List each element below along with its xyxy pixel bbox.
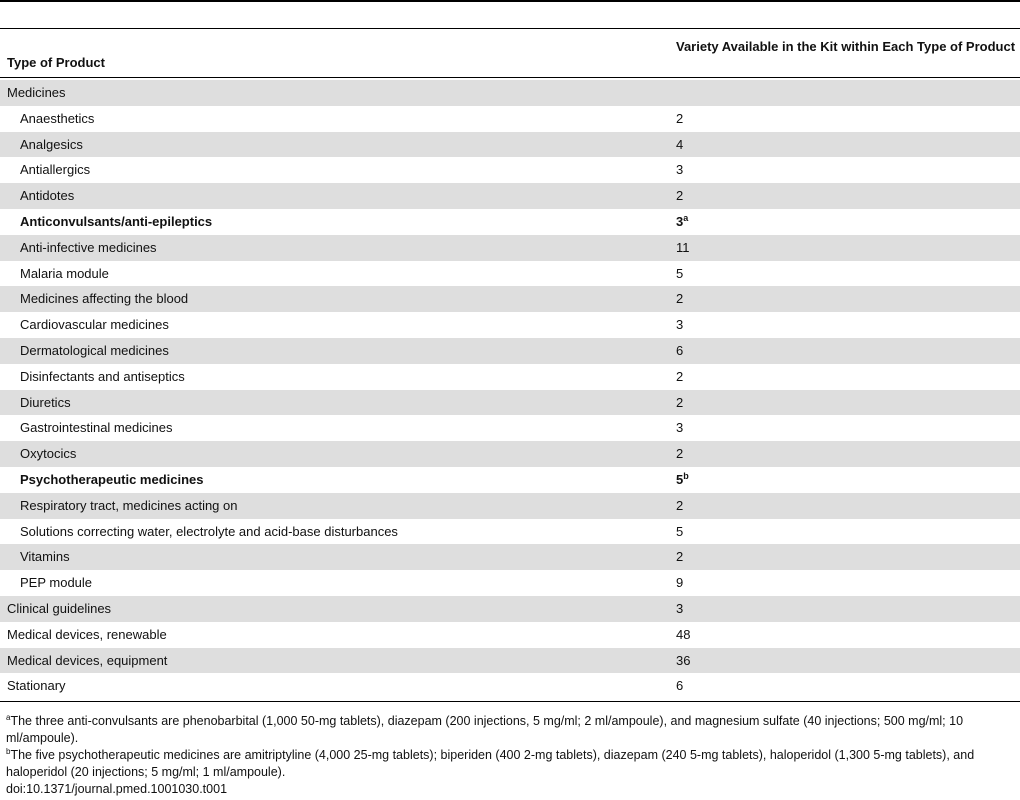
row-value-number: 2 <box>676 188 684 204</box>
row-value <box>676 524 683 539</box>
row-label: Medical devices, renewable <box>7 626 167 642</box>
row-label: Clinical guidelines <box>7 600 112 616</box>
table-row <box>0 235 1020 261</box>
row-label: Antidotes <box>20 188 75 204</box>
row-label: Stationary <box>7 678 66 694</box>
row-label: Oxytocics <box>20 446 77 462</box>
doi: doi:10.1371/journal.pmed.1001030.t001 <box>6 782 228 796</box>
table-row <box>0 286 1020 312</box>
row-value <box>676 472 689 487</box>
row-label: Vitamins <box>20 549 70 565</box>
table-body <box>0 80 1020 699</box>
table-row <box>0 648 1020 674</box>
row-value <box>676 240 690 255</box>
row-label: Antiallergics <box>20 162 91 178</box>
table-row <box>0 338 1020 364</box>
row-value-number: 2 <box>676 446 684 462</box>
row-value-number: 5 <box>676 471 684 487</box>
table-row <box>0 80 1020 106</box>
header-variety: Variety Available in the Kit within Each Type of Product <box>676 39 1016 54</box>
table-header <box>0 28 1020 78</box>
row-value-number: 2 <box>676 368 684 384</box>
row-value <box>676 188 683 203</box>
row-value <box>676 137 683 152</box>
row-label: Medicines <box>7 85 66 100</box>
row-label: Anti-infective medicines <box>20 239 157 255</box>
row-label: Disinfectants and antiseptics <box>20 368 185 384</box>
footnote-a <box>6 713 1016 747</box>
row-label: Analgesics <box>20 136 83 152</box>
row-value-number: 5 <box>676 523 684 539</box>
table-row <box>0 467 1020 493</box>
row-value <box>676 627 690 642</box>
table-row <box>0 132 1020 158</box>
row-value <box>676 214 688 229</box>
table-row <box>0 364 1020 390</box>
row-value-number: 2 <box>676 394 684 410</box>
row-value <box>676 653 690 668</box>
row-label: Cardiovascular medicines <box>20 317 169 333</box>
row-label: Gastrointestinal medicines <box>20 420 173 436</box>
row-value-number: 3 <box>676 213 684 229</box>
row-value <box>676 317 683 332</box>
bottom-rule <box>0 701 1020 702</box>
row-label: Psychotherapeutic medicines <box>20 471 204 487</box>
row-value-number: 2 <box>676 497 684 513</box>
row-value <box>676 369 683 384</box>
table-row <box>0 493 1020 519</box>
table-row <box>0 596 1020 622</box>
row-value <box>676 111 683 126</box>
footnotes <box>6 713 1016 798</box>
row-value <box>676 678 683 693</box>
row-value <box>676 498 683 513</box>
row-value <box>676 575 683 590</box>
footnote-mark: b <box>6 747 11 756</box>
row-value-footnote-mark: b <box>683 470 689 481</box>
row-value-number: 48 <box>676 626 691 642</box>
footnote-b <box>6 747 1016 781</box>
footnote-text: The three anti-convulsants are phenobarbital (1,000 50-mg tablets), diazepam (200 injections, 5 mg/ml; 2 ml/ampoule), and magnesium sulfate (40 injections; 500 mg/ml; 10 ml/ampoule). <box>6 714 964 745</box>
table-row <box>0 106 1020 132</box>
row-value-number: 11 <box>676 239 690 255</box>
row-value <box>676 343 683 358</box>
row-value-number: 3 <box>676 600 684 616</box>
row-value <box>676 291 683 306</box>
row-value-number: 3 <box>676 162 684 178</box>
row-value-number: 6 <box>676 678 684 694</box>
row-value-number: 36 <box>676 652 691 668</box>
top-rule <box>0 0 1020 2</box>
table-row <box>0 441 1020 467</box>
table-row <box>0 209 1020 235</box>
row-label: PEP module <box>20 575 93 591</box>
table-row <box>0 390 1020 416</box>
row-label: Respiratory tract, medicines acting on <box>20 497 238 513</box>
row-label: Medicines affecting the blood <box>20 291 189 307</box>
row-value <box>676 266 683 281</box>
row-value <box>676 420 683 435</box>
row-value-number: 6 <box>676 342 684 358</box>
footnote-text: The five psychotherapeutic medicines are amitriptyline (4,000 25-mg tablets); biperiden (400 2-mg tablets), diazepam (240 5-mg tablets), haloperidol (1,300 5-mg tablets), and haloperidol (20 injections; 5 mg/ml; 1 ml/ampoule). <box>6 748 975 779</box>
row-label: Anticonvulsants/anti-epileptics <box>20 213 213 229</box>
row-value-number: 4 <box>676 136 684 152</box>
row-value-number: 5 <box>676 265 684 281</box>
row-value-footnote-mark: a <box>683 212 689 223</box>
row-label: Anaesthetics <box>20 110 95 126</box>
row-value <box>676 446 683 461</box>
row-value-number: 3 <box>676 420 684 436</box>
table-row <box>0 544 1020 570</box>
row-value-number: 2 <box>676 110 684 126</box>
row-value-number: 2 <box>676 549 684 565</box>
row-value <box>676 549 683 564</box>
table-row <box>0 157 1020 183</box>
row-value-number: 3 <box>676 317 684 333</box>
table-row <box>0 415 1020 441</box>
row-label: Malaria module <box>20 265 109 281</box>
table-row <box>0 183 1020 209</box>
table-row <box>0 622 1020 648</box>
row-value <box>676 601 683 616</box>
table-row <box>0 261 1020 287</box>
row-label: Solutions correcting water, electrolyte and acid-base disturbances <box>20 523 398 539</box>
table-row <box>0 312 1020 338</box>
header-type-of-product: Type of Product <box>7 55 105 70</box>
footnote-mark: a <box>6 713 11 722</box>
table-row <box>0 519 1020 545</box>
row-value-number: 2 <box>676 291 684 307</box>
row-value <box>676 162 683 177</box>
row-value <box>676 395 683 410</box>
row-value-number: 9 <box>676 575 684 591</box>
table-row <box>0 570 1020 596</box>
row-label: Medical devices, equipment <box>7 652 168 668</box>
table-row <box>0 673 1020 699</box>
row-label: Dermatological medicines <box>20 342 169 358</box>
row-label: Diuretics <box>20 394 71 410</box>
